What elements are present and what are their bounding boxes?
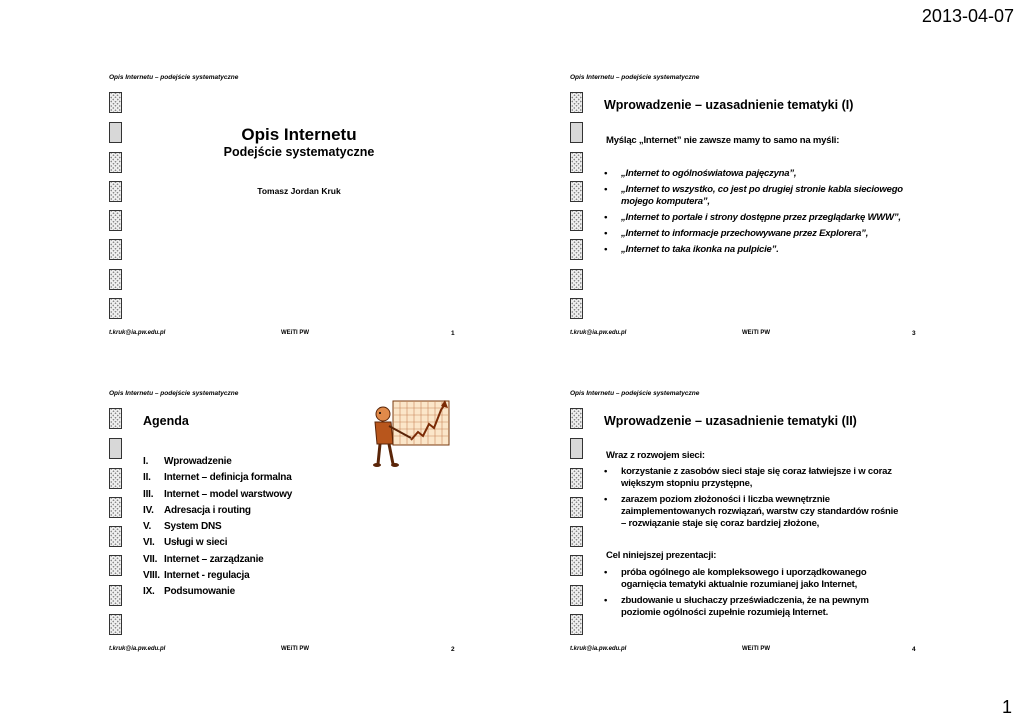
slide-4	[570, 390, 930, 653]
agenda-item	[143, 456, 292, 472]
agenda-item-number: III.	[143, 488, 154, 500]
agenda-item-number: VII.	[143, 553, 158, 565]
bullet-icon: •	[604, 168, 608, 179]
agenda-item	[143, 586, 292, 602]
slide-header: Opis Internetu – podejście systematyczne	[109, 390, 239, 397]
bullet-text: korzystanie z zasobów sieci staje się coraz łatwiejsze i w coraz większym stopniu przystępne,	[621, 466, 892, 489]
agenda-item-label: Wprowadzenie	[164, 456, 232, 467]
slide-number: 1	[451, 330, 455, 337]
slide-subtitle: Podejście systematyczne	[223, 145, 375, 159]
agenda-item	[143, 521, 292, 537]
bullet-list	[604, 168, 904, 260]
bullet-item	[604, 567, 904, 591]
bullet-text: „Internet to taka ikonka na pulpicie”.	[621, 244, 779, 255]
page-date: 2013-04-07	[921, 6, 1014, 26]
agenda-item-number: VIII.	[143, 570, 160, 582]
bullet-item	[604, 228, 904, 240]
slide-title: Agenda	[143, 414, 189, 428]
agenda-item	[143, 554, 292, 570]
footer-email: t.kruk@ia.pw.edu.pl	[109, 330, 166, 336]
bullet-text: próba ogólnego ale kompleksowego i uporządkowanego ogarnięcia tematyki aktualnie rozumianej jako Internet,	[621, 567, 867, 590]
slide-header: Opis Internetu – podejście systematyczne	[570, 390, 700, 397]
slide-2	[109, 390, 469, 653]
agenda-item-number: VI.	[143, 537, 155, 549]
bullet-text: zbudowanie u słuchaczy przeświadczenia, że na pewnym poziomie ogólności zupełnie rozumieją Internet.	[621, 595, 869, 618]
agenda-item	[143, 505, 292, 521]
bullet-list	[604, 567, 904, 623]
agenda-item-label: Adresacja i routing	[164, 504, 251, 516]
bullet-icon: •	[604, 244, 608, 255]
agenda-list	[143, 456, 292, 603]
bullet-item	[604, 244, 904, 256]
bullet-icon: •	[604, 184, 608, 195]
bullet-item	[604, 168, 904, 180]
slide-number: 4	[912, 646, 916, 653]
slide-title: Wprowadzenie – uzasadnienie tematyki (II)	[604, 414, 857, 428]
agenda-item-label: Internet – definicja formalna	[164, 472, 292, 484]
footer-org: WEiTI PW	[742, 646, 770, 652]
agenda-item-label: Usługi w sieci	[164, 537, 228, 549]
agenda-item-number: IX.	[143, 586, 155, 598]
bullet-list	[604, 466, 904, 534]
agenda-item	[143, 537, 292, 553]
bullet-text: zarazem poziom złożoności i liczba wewnętrznie zaimplementowanych rozwiązań, warstw czy standardów rośnie – rozwiązanie staje się coraz bardziej złożone,	[621, 494, 899, 529]
bullet-icon: •	[604, 212, 608, 223]
bullet-text: „Internet to ogólnoświatowa pajęczyna”,	[621, 168, 797, 179]
bullet-text: „Internet to wszystko, co jest po drugiej stronie kabla sieciowego mojego komputera”,	[621, 184, 903, 207]
footer-email: t.kruk@ia.pw.edu.pl	[570, 330, 627, 336]
slide-intro: Cel niniejszej prezentacji:	[606, 550, 717, 561]
agenda-item-label: Internet – zarządzanie	[164, 553, 264, 565]
agenda-item	[143, 570, 292, 586]
agenda-item-label: Internet - regulacja	[164, 570, 250, 582]
bullet-item	[604, 184, 904, 208]
agenda-item	[143, 489, 292, 505]
slide-header: Opis Internetu – podejście systematyczne	[570, 74, 700, 81]
bullet-item	[604, 466, 904, 490]
slide-header: Opis Internetu – podejście systematyczne	[109, 74, 239, 81]
footer-email: t.kruk@ia.pw.edu.pl	[109, 646, 166, 652]
agenda-item-label: System DNS	[164, 521, 222, 533]
agenda-item	[143, 472, 292, 488]
slide-intro: Wraz z rozwojem sieci:	[606, 450, 705, 461]
slide-number: 3	[912, 330, 916, 337]
bullet-icon: •	[604, 567, 608, 578]
agenda-item-label: Podsumowanie	[164, 586, 235, 598]
bullet-item	[604, 212, 904, 224]
footer-org: WEiTI PW	[281, 330, 309, 336]
agenda-item-label: Internet – model warstwowy	[164, 488, 293, 500]
bullet-text: „Internet to portale i strony dostępne przez przeglądarkę WWW”,	[621, 212, 901, 223]
slide-intro: Myśląc „Internet” nie zawsze mamy to samo na myśli:	[606, 135, 840, 146]
slide-title: Wprowadzenie – uzasadnienie tematyki (I)	[604, 98, 854, 112]
slide-number: 2	[451, 646, 455, 653]
page-number: 1	[1001, 697, 1012, 717]
bullet-text: „Internet to informacje przechowywane przez Explorera”,	[621, 228, 869, 239]
agenda-item-number: II.	[143, 472, 151, 484]
footer-org: WEiTI PW	[742, 330, 770, 336]
slide-1	[109, 74, 469, 337]
agenda-item-number: V.	[143, 521, 152, 533]
bullet-icon: •	[604, 466, 608, 477]
bullet-item	[604, 494, 904, 530]
footer-email: t.kruk@ia.pw.edu.pl	[570, 646, 627, 652]
agenda-item-number: I.	[143, 456, 149, 467]
presenter-chart-clipart	[371, 398, 451, 470]
slide-author: Tomasz Jordan Kruk	[257, 186, 341, 196]
footer-org: WEiTI PW	[281, 646, 309, 652]
bullet-icon: •	[604, 494, 608, 505]
bullet-icon: •	[604, 228, 608, 239]
agenda-item-number: IV.	[143, 504, 154, 516]
bullet-icon: •	[604, 595, 608, 606]
slide-title: Opis Internetu	[241, 125, 357, 144]
slide-3	[570, 74, 930, 337]
bullet-item	[604, 595, 904, 619]
